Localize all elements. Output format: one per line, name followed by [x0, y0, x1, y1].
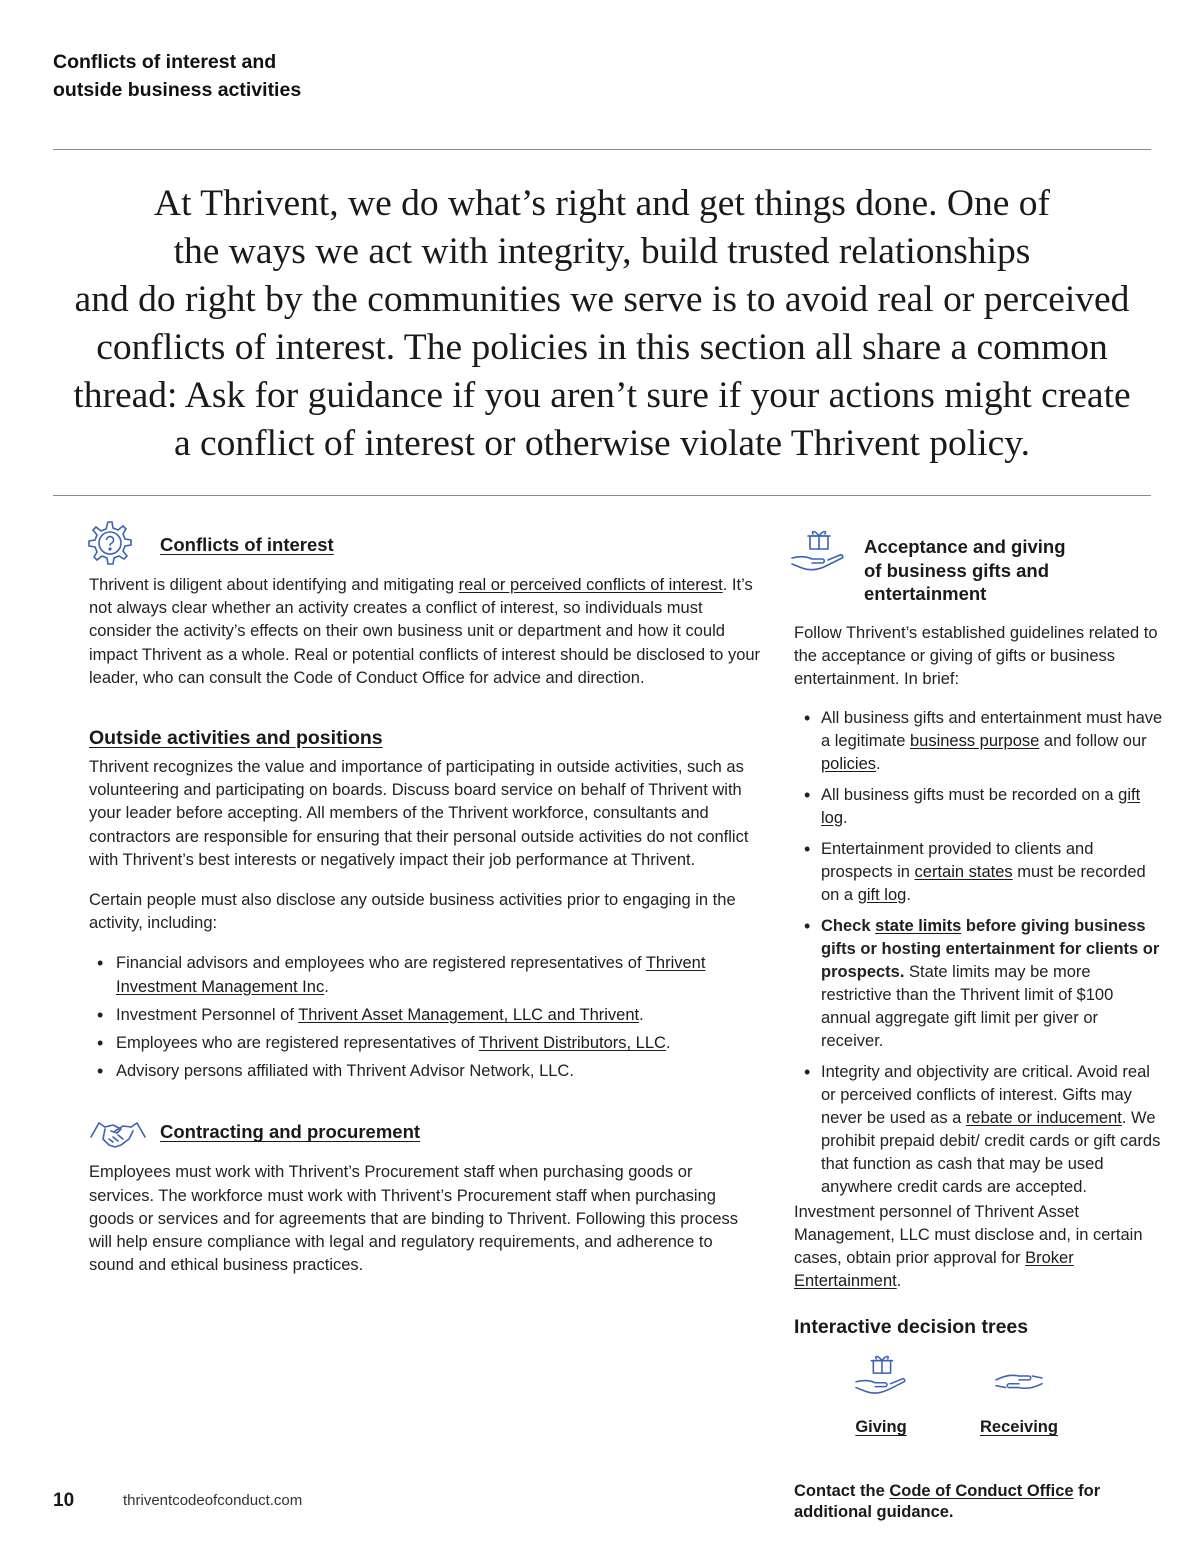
list-item	[794, 784, 1164, 830]
giving-link[interactable]: Giving	[855, 1418, 907, 1437]
decision-trees-heading: Interactive decision trees	[794, 1316, 1029, 1339]
contracting-heading[interactable]: Contracting and procurement	[160, 1121, 421, 1143]
code-of-conduct-office-link[interactable]: Code of Conduct Office	[889, 1482, 1074, 1501]
list-item-text: .	[876, 754, 881, 773]
contact-text: for additional guidance.	[794, 1482, 1101, 1522]
disclosure-paragraph: Certain people must also disclose any outside business activities prior to engaging in the activity, including:	[89, 891, 736, 933]
intro-line: the ways we act with integrity, build trusted relationships	[173, 231, 1031, 272]
list-item-text: Investment Personnel of	[116, 1005, 299, 1024]
conflicts-paragraph	[89, 574, 761, 690]
list-item-text: must be recorded on a	[821, 862, 1146, 904]
broker-entertainment-link[interactable]: Broker Entertainment	[794, 1249, 1074, 1291]
thrivent-distributors-link[interactable]: Thrivent Distributors, LLC	[478, 1034, 666, 1053]
broker-entertainment-paragraph	[794, 1201, 1164, 1294]
receiving-hands-icon	[988, 1353, 1050, 1401]
section-title-line1: Conflicts of interest and	[53, 51, 277, 73]
gifts-heading-row	[794, 518, 1164, 618]
conflicts-text: Thrivent is diligent about identifying and mitigating	[89, 576, 459, 594]
paragraph-text: .	[896, 1272, 902, 1291]
contact-note	[794, 1481, 1164, 1523]
outside-activities-paragraph: Thrivent recognizes the value and importance of participating in outside activities, such as volunteering and participating on boards. Discuss board service on behalf of Thrivent with your leader before accepting. All members of the Thrivent workforce, consultants and contractors are responsible for ensuring that their personal outside activities do not conflict with Thrivent’s best interests or negatively impact their job performance at Thrivent.	[89, 758, 749, 869]
receiving-tree[interactable]	[974, 1353, 1064, 1437]
paragraph-text: Investment personnel of Thrivent Asset Management, LLC must disclose and, in certain cases, obtain prior approval for	[794, 1202, 1143, 1268]
gifts-list	[794, 707, 1164, 1199]
gift-hand-icon	[788, 528, 848, 583]
list-item	[794, 838, 1164, 907]
conflicts-heading[interactable]: Conflicts of interest	[160, 534, 334, 555]
list-item	[794, 1061, 1164, 1199]
list-item	[89, 1004, 761, 1027]
section-title-line2: outside business activities	[53, 79, 302, 101]
gifts-intro-paragraph: Follow Thrivent’s established guidelines related to the acceptance or giving of gifts or business entertainment. In brief:	[794, 624, 1158, 689]
state-limits-link[interactable]: state limits	[875, 916, 962, 935]
site-url[interactable]: thriventcodeofconduct.com	[123, 1492, 303, 1509]
contracting-paragraph: Employees must work with Thrivent’s Procurement staff when purchasing goods or services. The workforce must work with Thrivent’s Procurement staff when purchasing goods or services and for agreements that are binding to Thrivent. Following this process will help ensure compliance with legal and regulatory requirements, and adherence to sound and ethical business practices.	[89, 1163, 739, 1275]
list-item-text: Integrity and objectivity are critical. Avoid real or perceived conflicts of interest. Gifts may never be used as a	[821, 1062, 1150, 1127]
rebate-or-inducement-link[interactable]: rebate or inducement	[965, 1108, 1122, 1127]
page-number: 10	[53, 1490, 75, 1511]
giving-tree[interactable]	[846, 1353, 916, 1437]
list-item	[89, 952, 761, 998]
gift-hand-icon	[850, 1353, 912, 1401]
thrivent-asset-management-link[interactable]: Thrivent Asset Management, LLC and Thrivent	[298, 1005, 640, 1024]
right-column	[794, 518, 1164, 1523]
intro-line: thread: Ask for guidance if you aren’t sure if your actions might create	[73, 375, 1131, 416]
top-divider	[53, 149, 1151, 150]
gifts-heading-line: of business gifts and	[864, 559, 1050, 581]
disclosure-list	[89, 952, 761, 1083]
list-item	[794, 707, 1164, 776]
thrivent-investment-management-link[interactable]: Thrivent Investment Management Inc	[116, 954, 706, 996]
list-item	[89, 1032, 761, 1055]
gift-log-link[interactable]: gift log	[857, 885, 907, 904]
contact-text: Contact the	[794, 1482, 890, 1501]
list-item-text: Entertainment provided to clients and prospects in	[821, 839, 1094, 881]
gifts-heading-line: entertainment	[864, 583, 987, 604]
conflicts-text-cont: . It’s not always clear whether an activity creates a conflict of interest, so individuals must consider the activity’s effects on their own business unit or department and how it could impact Thrivent as a whole. Real or potential conflicts of interest should be disclosed to your leader, who can consult the Code of Conduct Office for advice and direction.	[89, 576, 761, 687]
certain-states-link[interactable]: certain states	[914, 862, 1013, 881]
gifts-heading-line: Acceptance and giving	[864, 536, 1066, 557]
list-item-text: .	[906, 885, 911, 904]
list-item-text: .	[843, 808, 848, 827]
gifts-heading	[864, 535, 1104, 606]
gift-log-link[interactable]: gift log	[821, 785, 1141, 827]
list-item-text: .	[665, 1034, 671, 1053]
intro-line: and do right by the communities we serve is to avoid real or perceived	[74, 279, 1130, 320]
list-item-text: .	[639, 1005, 644, 1024]
section-title	[53, 48, 453, 104]
list-item: • Advisory persons affiliated with Thrivent Advisor Network, LLC.	[89, 1060, 761, 1083]
intro-statement	[53, 180, 1151, 468]
outside-activities-heading[interactable]: Outside activities and positions	[89, 727, 383, 750]
decision-trees	[794, 1353, 1164, 1473]
list-item-text: State limits may be more restrictive than the Thrivent limit of $100 annual aggregate gift limit per giver or receiver.	[821, 962, 1114, 1050]
contracting-heading-row	[89, 1117, 761, 1161]
left-column	[89, 518, 761, 1277]
list-item-text: All business gifts must be recorded on a	[821, 785, 1119, 804]
business-purpose-link[interactable]: business purpose	[909, 731, 1040, 750]
intro-line: a conflict of interest or otherwise violate Thrivent policy.	[174, 423, 1030, 464]
real-or-perceived-conflicts-link[interactable]: real or perceived conflicts of interest	[458, 576, 723, 594]
list-item-text: Employees who are registered representatives of	[116, 1034, 479, 1053]
intro-line: At Thrivent, we do what’s right and get things done. One of	[153, 183, 1051, 224]
gear-question-icon	[79, 518, 137, 581]
intro-line: conflicts of interest. The policies in this section all share a common	[96, 327, 1108, 368]
handshake-icon	[89, 1117, 147, 1156]
list-item-text: . We prohibit prepaid debit/ credit cards or gift cards that function as cash that may be used anywhere credit cards are accepted.	[821, 1108, 1161, 1196]
list-item-text: .	[324, 977, 329, 996]
receiving-link[interactable]: Receiving	[980, 1418, 1058, 1437]
intro-divider	[53, 495, 1151, 496]
list-item-text: and follow our	[1039, 731, 1147, 750]
list-item	[794, 915, 1164, 1053]
conflicts-heading-row	[89, 518, 761, 574]
list-item-text: before giving business gifts or hosting entertainment for clients or prospects.	[821, 916, 1160, 981]
list-item-text: Financial advisors and employees who are registered representatives of	[116, 954, 646, 973]
list-item-text: Check	[821, 916, 876, 935]
list-item-text: All business gifts and entertainment must have a legitimate	[821, 708, 1163, 750]
policies-link[interactable]: policies	[821, 754, 877, 773]
